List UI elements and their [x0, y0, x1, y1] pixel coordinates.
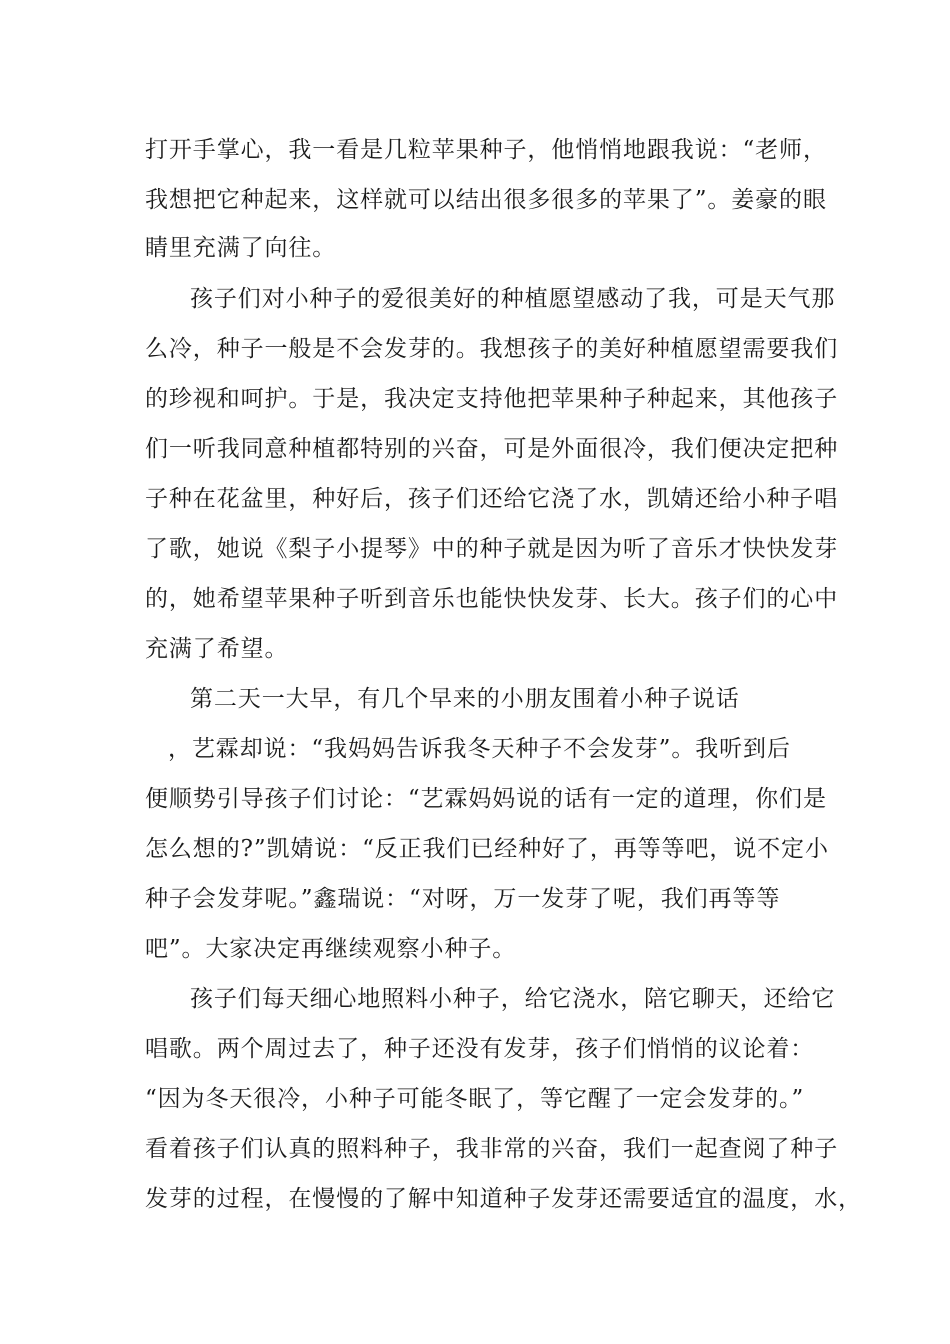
text-line: 们一听我同意种植都特别的兴奋，可是外面很冷，我们便决定把种 — [145, 436, 839, 462]
text-line: ，艺霖却说：“我妈妈告诉我冬天种子不会发芽”。我听到后 — [168, 736, 791, 762]
paragraph-first-line: 孩子们每天细心地照料小种子，给它浇水，陪它聊天，还给它 — [190, 986, 836, 1012]
paragraph-first-line: 孩子们对小种子的爱很美好的种植愿望感动了我，可是天气那 — [190, 286, 836, 312]
text-line: 的，她希望苹果种子听到音乐也能快快发芽、长大。孩子们的心中 — [145, 586, 839, 612]
text-line: 么冷，种子一般是不会发芽的。我想孩子的美好种植愿望需要我们 — [145, 336, 839, 362]
text-line: 打开手掌心，我一看是几粒苹果种子，他悄悄地跟我说：“老师， — [145, 137, 827, 163]
text-line: 种子会发芽呢。”鑫瑞说：“对呀，万一发芽了呢，我们再等等 — [145, 886, 781, 912]
text-line: 子种在花盆里，种好后，孩子们还给它浇了水，凯婧还给小种子唱 — [145, 486, 839, 512]
paragraph-first-line: 第二天一大早，有几个早来的小朋友围着小种子说话 — [190, 686, 740, 712]
text-line: 看着孩子们认真的照料种子，我非常的兴奋，我们一起查阅了种子 — [145, 1136, 839, 1162]
text-line: 发芽的过程，在慢慢的了解中知道种子发芽还需要适宜的温度，水， — [145, 1186, 862, 1212]
text-line: 的珍视和呵护。于是，我决定支持他把苹果种子种起来，其他孩子 — [145, 386, 839, 412]
text-line: 怎么想的?”凯婧说：“反正我们已经种好了，再等等吧，说不定小 — [145, 836, 829, 862]
text-line: 了歌，她说《梨子小提琴》中的种子就是因为听了音乐才快快发芽 — [145, 536, 839, 562]
text-line: 吧”。大家决定再继续观察小种子。 — [145, 936, 517, 962]
text-line: 充满了希望。 — [145, 636, 289, 662]
text-line: 便顺势引导孩子们讨论：“艺霖妈妈说的话有一定的道理，你们是 — [145, 786, 827, 812]
text-line: 我想把它种起来，这样就可以结出很多很多的苹果了”。姜豪的眼 — [145, 187, 827, 213]
text-line: “因为冬天很冷，小种子可能冬眠了，等它醒了一定会发芽的。” — [145, 1086, 805, 1112]
text-line: 睛里充满了向往。 — [145, 235, 337, 261]
text-line: 唱歌。两个周过去了，种子还没有发芽，孩子们悄悄的议论着： — [145, 1036, 815, 1062]
